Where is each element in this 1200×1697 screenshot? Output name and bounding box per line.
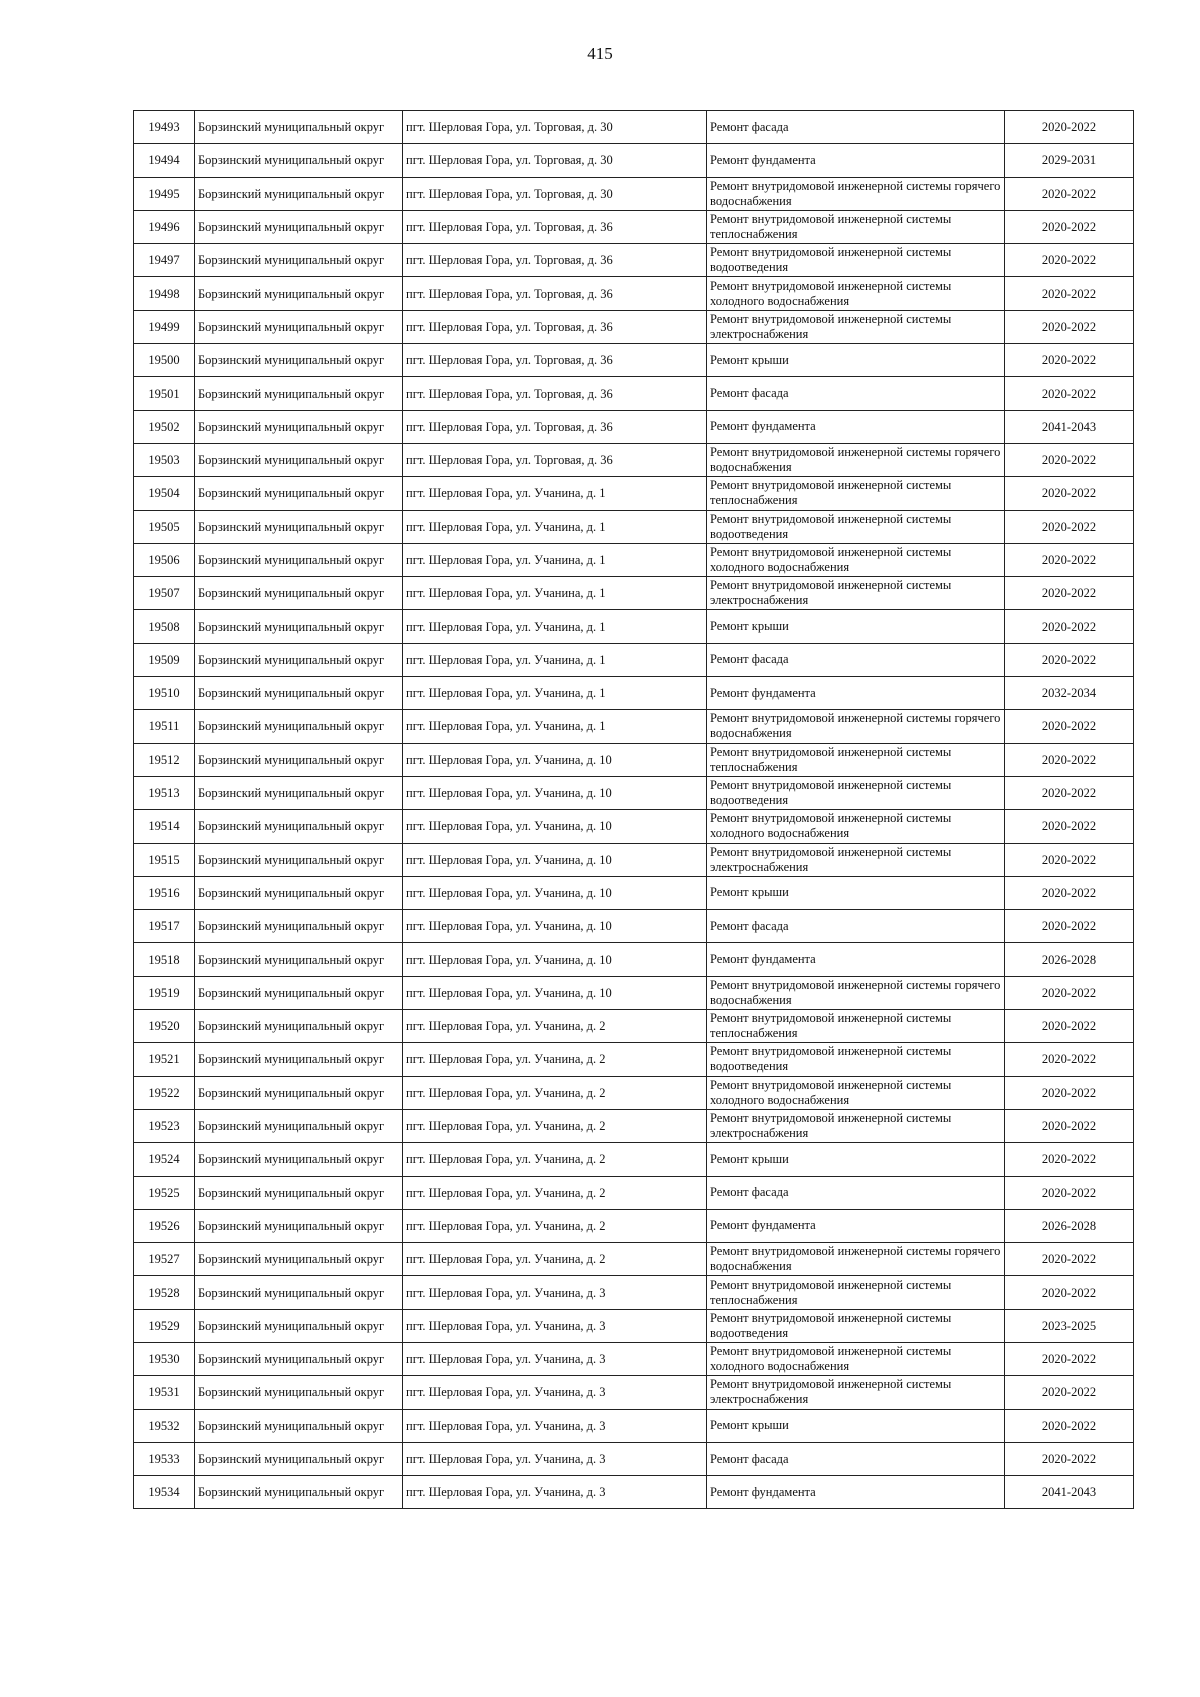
period-cell: 2020-2022 xyxy=(1005,1143,1134,1176)
table-row xyxy=(134,643,1134,676)
table-row xyxy=(134,1409,1134,1442)
address-cell: пгт. Шерловая Гора, ул. Учанина, д. 1 xyxy=(403,543,707,576)
period-cell: 2026-2028 xyxy=(1005,1209,1134,1242)
work-type-cell: Ремонт внутридомовой инженерной системы горячего водоснабжения xyxy=(707,710,1005,743)
row-number-cell: 19503 xyxy=(134,443,195,476)
district-cell: Борзинский муниципальный округ xyxy=(195,776,403,809)
district-cell: Борзинский муниципальный округ xyxy=(195,976,403,1009)
district-cell: Борзинский муниципальный округ xyxy=(195,1309,403,1342)
period-cell: 2020-2022 xyxy=(1005,310,1134,343)
period-cell: 2020-2022 xyxy=(1005,710,1134,743)
address-cell: пгт. Шерловая Гора, ул. Учанина, д. 10 xyxy=(403,743,707,776)
district-cell: Борзинский муниципальный округ xyxy=(195,843,403,876)
period-cell: 2020-2022 xyxy=(1005,1043,1134,1076)
period-cell: 2020-2022 xyxy=(1005,776,1134,809)
period-cell: 2020-2022 xyxy=(1005,610,1134,643)
work-type-cell: Ремонт крыши xyxy=(707,876,1005,909)
address-cell: пгт. Шерловая Гора, ул. Учанина, д. 1 xyxy=(403,510,707,543)
period-cell: 2020-2022 xyxy=(1005,810,1134,843)
work-type-cell: Ремонт внутридомовой инженерной системы водоотведения xyxy=(707,1043,1005,1076)
row-number-cell: 19501 xyxy=(134,377,195,410)
table-row xyxy=(134,1010,1134,1043)
district-cell: Борзинский муниципальный округ xyxy=(195,677,403,710)
table-row xyxy=(134,677,1134,710)
row-number-cell: 19502 xyxy=(134,410,195,443)
period-cell: 2020-2022 xyxy=(1005,843,1134,876)
row-number-cell: 19524 xyxy=(134,1143,195,1176)
table-row xyxy=(134,310,1134,343)
work-type-cell: Ремонт внутридомовой инженерной системы водоотведения xyxy=(707,510,1005,543)
address-cell: пгт. Шерловая Гора, ул. Торговая, д. 36 xyxy=(403,210,707,243)
work-type-cell: Ремонт крыши xyxy=(707,1143,1005,1176)
address-cell: пгт. Шерловая Гора, ул. Учанина, д. 2 xyxy=(403,1043,707,1076)
district-cell: Борзинский муниципальный округ xyxy=(195,710,403,743)
work-type-cell: Ремонт внутридомовой инженерной системы горячего водоснабжения xyxy=(707,443,1005,476)
address-cell: пгт. Шерловая Гора, ул. Торговая, д. 30 xyxy=(403,111,707,144)
table-row xyxy=(134,743,1134,776)
work-type-cell: Ремонт фасада xyxy=(707,1176,1005,1209)
address-cell: пгт. Шерловая Гора, ул. Учанина, д. 1 xyxy=(403,477,707,510)
row-number-cell: 19519 xyxy=(134,976,195,1009)
period-cell: 2041-2043 xyxy=(1005,410,1134,443)
address-cell: пгт. Шерловая Гора, ул. Торговая, д. 36 xyxy=(403,443,707,476)
address-cell: пгт. Шерловая Гора, ул. Торговая, д. 36 xyxy=(403,310,707,343)
table-row xyxy=(134,277,1134,310)
district-cell: Борзинский муниципальный округ xyxy=(195,443,403,476)
row-number-cell: 19500 xyxy=(134,344,195,377)
district-cell: Борзинский муниципальный округ xyxy=(195,344,403,377)
row-number-cell: 19532 xyxy=(134,1409,195,1442)
work-type-cell: Ремонт фундамента xyxy=(707,410,1005,443)
table-row xyxy=(134,543,1134,576)
period-cell: 2032-2034 xyxy=(1005,677,1134,710)
district-cell: Борзинский муниципальный округ xyxy=(195,144,403,177)
table-row xyxy=(134,1109,1134,1142)
period-cell: 2020-2022 xyxy=(1005,1376,1134,1409)
period-cell: 2041-2043 xyxy=(1005,1476,1134,1509)
period-cell: 2023-2025 xyxy=(1005,1309,1134,1342)
address-cell: пгт. Шерловая Гора, ул. Учанина, д. 3 xyxy=(403,1309,707,1342)
table-row xyxy=(134,1076,1134,1109)
row-number-cell: 19523 xyxy=(134,1109,195,1142)
table-row xyxy=(134,1243,1134,1276)
table-row xyxy=(134,876,1134,909)
row-number-cell: 19494 xyxy=(134,144,195,177)
table-row xyxy=(134,1143,1134,1176)
work-type-cell: Ремонт внутридомовой инженерной системы горячего водоснабжения xyxy=(707,177,1005,210)
work-type-cell: Ремонт внутридомовой инженерной системы электроснабжения xyxy=(707,843,1005,876)
address-cell: пгт. Шерловая Гора, ул. Учанина, д. 2 xyxy=(403,1076,707,1109)
district-cell: Борзинский муниципальный округ xyxy=(195,1209,403,1242)
work-type-cell: Ремонт внутридомовой инженерной системы холодного водоснабжения xyxy=(707,277,1005,310)
row-number-cell: 19530 xyxy=(134,1342,195,1375)
table-row xyxy=(134,510,1134,543)
address-cell: пгт. Шерловая Гора, ул. Торговая, д. 36 xyxy=(403,410,707,443)
work-type-cell: Ремонт внутридомовой инженерной системы холодного водоснабжения xyxy=(707,543,1005,576)
address-cell: пгт. Шерловая Гора, ул. Учанина, д. 2 xyxy=(403,1010,707,1043)
period-cell: 2020-2022 xyxy=(1005,1243,1134,1276)
district-cell: Борзинский муниципальный округ xyxy=(195,377,403,410)
period-cell: 2020-2022 xyxy=(1005,910,1134,943)
period-cell: 2026-2028 xyxy=(1005,943,1134,976)
address-cell: пгт. Шерловая Гора, ул. Торговая, д. 36 xyxy=(403,344,707,377)
work-type-cell: Ремонт крыши xyxy=(707,344,1005,377)
table-row xyxy=(134,976,1134,1009)
work-type-cell: Ремонт фасада xyxy=(707,910,1005,943)
row-number-cell: 19533 xyxy=(134,1442,195,1475)
table-row xyxy=(134,344,1134,377)
work-type-cell: Ремонт фундамента xyxy=(707,1476,1005,1509)
district-cell: Борзинский муниципальный округ xyxy=(195,876,403,909)
work-type-cell: Ремонт фундамента xyxy=(707,677,1005,710)
row-number-cell: 19509 xyxy=(134,643,195,676)
row-number-cell: 19506 xyxy=(134,543,195,576)
district-cell: Борзинский муниципальный округ xyxy=(195,510,403,543)
address-cell: пгт. Шерловая Гора, ул. Учанина, д. 2 xyxy=(403,1243,707,1276)
work-type-cell: Ремонт внутридомовой инженерной системы теплоснабжения xyxy=(707,477,1005,510)
address-cell: пгт. Шерловая Гора, ул. Торговая, д. 30 xyxy=(403,177,707,210)
work-type-cell: Ремонт фундамента xyxy=(707,144,1005,177)
table-row xyxy=(134,244,1134,277)
district-cell: Борзинский муниципальный округ xyxy=(195,1409,403,1442)
table-row xyxy=(134,577,1134,610)
address-cell: пгт. Шерловая Гора, ул. Торговая, д. 36 xyxy=(403,277,707,310)
table-row xyxy=(134,810,1134,843)
row-number-cell: 19510 xyxy=(134,677,195,710)
work-type-cell: Ремонт внутридомовой инженерной системы холодного водоснабжения xyxy=(707,1076,1005,1109)
district-cell: Борзинский муниципальный округ xyxy=(195,1243,403,1276)
row-number-cell: 19534 xyxy=(134,1476,195,1509)
row-number-cell: 19520 xyxy=(134,1010,195,1043)
table-row xyxy=(134,1476,1134,1509)
district-cell: Борзинский муниципальный округ xyxy=(195,610,403,643)
table-row xyxy=(134,1176,1134,1209)
table-row xyxy=(134,177,1134,210)
work-type-cell: Ремонт внутридомовой инженерной системы электроснабжения xyxy=(707,310,1005,343)
district-cell: Борзинский муниципальный округ xyxy=(195,1010,403,1043)
period-cell: 2020-2022 xyxy=(1005,210,1134,243)
table-row xyxy=(134,477,1134,510)
work-type-cell: Ремонт внутридомовой инженерной системы холодного водоснабжения xyxy=(707,810,1005,843)
page-number: 415 xyxy=(587,44,613,63)
address-cell: пгт. Шерловая Гора, ул. Учанина, д. 1 xyxy=(403,710,707,743)
work-type-cell: Ремонт фундамента xyxy=(707,1209,1005,1242)
district-cell: Борзинский муниципальный округ xyxy=(195,111,403,144)
work-type-cell: Ремонт фасада xyxy=(707,643,1005,676)
work-type-cell: Ремонт внутридомовой инженерной системы электроснабжения xyxy=(707,1109,1005,1142)
row-number-cell: 19522 xyxy=(134,1076,195,1109)
period-cell: 2020-2022 xyxy=(1005,1442,1134,1475)
period-cell: 2020-2022 xyxy=(1005,344,1134,377)
table-row xyxy=(134,1276,1134,1309)
address-cell: пгт. Шерловая Гора, ул. Учанина, д. 3 xyxy=(403,1442,707,1475)
work-type-cell: Ремонт внутридомовой инженерной системы водоотведения xyxy=(707,244,1005,277)
district-cell: Борзинский муниципальный округ xyxy=(195,743,403,776)
period-cell: 2020-2022 xyxy=(1005,1276,1134,1309)
district-cell: Борзинский муниципальный округ xyxy=(195,910,403,943)
district-cell: Борзинский муниципальный округ xyxy=(195,1076,403,1109)
work-type-cell: Ремонт внутридомовой инженерной системы теплоснабжения xyxy=(707,1276,1005,1309)
period-cell: 2020-2022 xyxy=(1005,643,1134,676)
table-row xyxy=(134,144,1134,177)
address-cell: пгт. Шерловая Гора, ул. Учанина, д. 3 xyxy=(403,1276,707,1309)
work-type-cell: Ремонт внутридомовой инженерной системы холодного водоснабжения xyxy=(707,1342,1005,1375)
work-type-cell: Ремонт внутридомовой инженерной системы теплоснабжения xyxy=(707,743,1005,776)
district-cell: Борзинский муниципальный округ xyxy=(195,410,403,443)
period-cell: 2029-2031 xyxy=(1005,144,1134,177)
address-cell: пгт. Шерловая Гора, ул. Учанина, д. 10 xyxy=(403,876,707,909)
work-type-cell: Ремонт фасада xyxy=(707,377,1005,410)
period-cell: 2020-2022 xyxy=(1005,177,1134,210)
address-cell: пгт. Шерловая Гора, ул. Учанина, д. 2 xyxy=(403,1143,707,1176)
row-number-cell: 19497 xyxy=(134,244,195,277)
address-cell: пгт. Шерловая Гора, ул. Учанина, д. 10 xyxy=(403,976,707,1009)
address-cell: пгт. Шерловая Гора, ул. Учанина, д. 2 xyxy=(403,1176,707,1209)
district-cell: Борзинский муниципальный округ xyxy=(195,1476,403,1509)
table-row xyxy=(134,111,1134,144)
row-number-cell: 19515 xyxy=(134,843,195,876)
period-cell: 2020-2022 xyxy=(1005,1409,1134,1442)
row-number-cell: 19528 xyxy=(134,1276,195,1309)
district-cell: Борзинский муниципальный округ xyxy=(195,810,403,843)
row-number-cell: 19514 xyxy=(134,810,195,843)
period-cell: 2020-2022 xyxy=(1005,477,1134,510)
period-cell: 2020-2022 xyxy=(1005,1109,1134,1142)
district-cell: Борзинский муниципальный округ xyxy=(195,1276,403,1309)
district-cell: Борзинский муниципальный округ xyxy=(195,244,403,277)
district-cell: Борзинский муниципальный округ xyxy=(195,543,403,576)
table-row xyxy=(134,1442,1134,1475)
table-row xyxy=(134,710,1134,743)
work-type-cell: Ремонт внутридомовой инженерной системы водоотведения xyxy=(707,776,1005,809)
row-number-cell: 19521 xyxy=(134,1043,195,1076)
address-cell: пгт. Шерловая Гора, ул. Учанина, д. 10 xyxy=(403,776,707,809)
table-row xyxy=(134,1043,1134,1076)
table-row xyxy=(134,1376,1134,1409)
work-type-cell: Ремонт фасада xyxy=(707,111,1005,144)
work-type-cell: Ремонт внутридомовой инженерной системы горячего водоснабжения xyxy=(707,1243,1005,1276)
period-cell: 2020-2022 xyxy=(1005,1010,1134,1043)
table-row xyxy=(134,1309,1134,1342)
table-row xyxy=(134,910,1134,943)
address-cell: пгт. Шерловая Гора, ул. Торговая, д. 36 xyxy=(403,377,707,410)
district-cell: Борзинский муниципальный округ xyxy=(195,1442,403,1475)
address-cell: пгт. Шерловая Гора, ул. Торговая, д. 36 xyxy=(403,244,707,277)
address-cell: пгт. Шерловая Гора, ул. Учанина, д. 3 xyxy=(403,1376,707,1409)
address-cell: пгт. Шерловая Гора, ул. Торговая, д. 30 xyxy=(403,144,707,177)
table-row xyxy=(134,210,1134,243)
period-cell: 2020-2022 xyxy=(1005,1342,1134,1375)
period-cell: 2020-2022 xyxy=(1005,111,1134,144)
row-number-cell: 19525 xyxy=(134,1176,195,1209)
row-number-cell: 19512 xyxy=(134,743,195,776)
address-cell: пгт. Шерловая Гора, ул. Учанина, д. 10 xyxy=(403,943,707,976)
district-cell: Борзинский муниципальный округ xyxy=(195,177,403,210)
period-cell: 2020-2022 xyxy=(1005,277,1134,310)
row-number-cell: 19518 xyxy=(134,943,195,976)
table-row xyxy=(134,843,1134,876)
address-cell: пгт. Шерловая Гора, ул. Учанина, д. 3 xyxy=(403,1342,707,1375)
row-number-cell: 19498 xyxy=(134,277,195,310)
work-type-cell: Ремонт внутридомовой инженерной системы горячего водоснабжения xyxy=(707,976,1005,1009)
period-cell: 2020-2022 xyxy=(1005,876,1134,909)
work-type-cell: Ремонт крыши xyxy=(707,1409,1005,1442)
row-number-cell: 19507 xyxy=(134,577,195,610)
table-row xyxy=(134,610,1134,643)
district-cell: Борзинский муниципальный округ xyxy=(195,1109,403,1142)
period-cell: 2020-2022 xyxy=(1005,244,1134,277)
table-row xyxy=(134,377,1134,410)
address-cell: пгт. Шерловая Гора, ул. Учанина, д. 2 xyxy=(403,1209,707,1242)
address-cell: пгт. Шерловая Гора, ул. Учанина, д. 2 xyxy=(403,1109,707,1142)
row-number-cell: 19517 xyxy=(134,910,195,943)
registry-table xyxy=(133,110,1134,1509)
row-number-cell: 19508 xyxy=(134,610,195,643)
address-cell: пгт. Шерловая Гора, ул. Учанина, д. 10 xyxy=(403,843,707,876)
row-number-cell: 19526 xyxy=(134,1209,195,1242)
row-number-cell: 19529 xyxy=(134,1309,195,1342)
address-cell: пгт. Шерловая Гора, ул. Учанина, д. 3 xyxy=(403,1409,707,1442)
work-type-cell: Ремонт внутридомовой инженерной системы электроснабжения xyxy=(707,577,1005,610)
address-cell: пгт. Шерловая Гора, ул. Учанина, д. 1 xyxy=(403,677,707,710)
row-number-cell: 19504 xyxy=(134,477,195,510)
row-number-cell: 19499 xyxy=(134,310,195,343)
period-cell: 2020-2022 xyxy=(1005,1076,1134,1109)
period-cell: 2020-2022 xyxy=(1005,1176,1134,1209)
row-number-cell: 19505 xyxy=(134,510,195,543)
row-number-cell: 19495 xyxy=(134,177,195,210)
period-cell: 2020-2022 xyxy=(1005,443,1134,476)
period-cell: 2020-2022 xyxy=(1005,577,1134,610)
work-type-cell: Ремонт внутридомовой инженерной системы теплоснабжения xyxy=(707,210,1005,243)
district-cell: Борзинский муниципальный округ xyxy=(195,1376,403,1409)
district-cell: Борзинский муниципальный округ xyxy=(195,210,403,243)
district-cell: Борзинский муниципальный округ xyxy=(195,643,403,676)
period-cell: 2020-2022 xyxy=(1005,543,1134,576)
work-type-cell: Ремонт внутридомовой инженерной системы теплоснабжения xyxy=(707,1010,1005,1043)
row-number-cell: 19493 xyxy=(134,111,195,144)
district-cell: Борзинский муниципальный округ xyxy=(195,943,403,976)
address-cell: пгт. Шерловая Гора, ул. Учанина, д. 10 xyxy=(403,910,707,943)
work-type-cell: Ремонт крыши xyxy=(707,610,1005,643)
table-row xyxy=(134,443,1134,476)
address-cell: пгт. Шерловая Гора, ул. Учанина, д. 1 xyxy=(403,643,707,676)
work-type-cell: Ремонт внутридомовой инженерной системы электроснабжения xyxy=(707,1376,1005,1409)
district-cell: Борзинский муниципальный округ xyxy=(195,477,403,510)
table-row xyxy=(134,776,1134,809)
district-cell: Борзинский муниципальный округ xyxy=(195,577,403,610)
district-cell: Борзинский муниципальный округ xyxy=(195,1342,403,1375)
district-cell: Борзинский муниципальный округ xyxy=(195,1043,403,1076)
address-cell: пгт. Шерловая Гора, ул. Учанина, д. 3 xyxy=(403,1476,707,1509)
address-cell: пгт. Шерловая Гора, ул. Учанина, д. 1 xyxy=(403,577,707,610)
registry-table-body xyxy=(134,111,1134,1509)
row-number-cell: 19516 xyxy=(134,876,195,909)
table-row xyxy=(134,410,1134,443)
period-cell: 2020-2022 xyxy=(1005,510,1134,543)
district-cell: Борзинский муниципальный округ xyxy=(195,310,403,343)
work-type-cell: Ремонт фундамента xyxy=(707,943,1005,976)
table-row xyxy=(134,1209,1134,1242)
address-cell: пгт. Шерловая Гора, ул. Учанина, д. 10 xyxy=(403,810,707,843)
district-cell: Борзинский муниципальный округ xyxy=(195,1143,403,1176)
district-cell: Борзинский муниципальный округ xyxy=(195,277,403,310)
table-row xyxy=(134,1342,1134,1375)
row-number-cell: 19527 xyxy=(134,1243,195,1276)
row-number-cell: 19531 xyxy=(134,1376,195,1409)
table-row xyxy=(134,943,1134,976)
work-type-cell: Ремонт фасада xyxy=(707,1442,1005,1475)
row-number-cell: 19513 xyxy=(134,776,195,809)
address-cell: пгт. Шерловая Гора, ул. Учанина, д. 1 xyxy=(403,610,707,643)
period-cell: 2020-2022 xyxy=(1005,976,1134,1009)
period-cell: 2020-2022 xyxy=(1005,743,1134,776)
row-number-cell: 19496 xyxy=(134,210,195,243)
work-type-cell: Ремонт внутридомовой инженерной системы водоотведения xyxy=(707,1309,1005,1342)
row-number-cell: 19511 xyxy=(134,710,195,743)
period-cell: 2020-2022 xyxy=(1005,377,1134,410)
district-cell: Борзинский муниципальный округ xyxy=(195,1176,403,1209)
